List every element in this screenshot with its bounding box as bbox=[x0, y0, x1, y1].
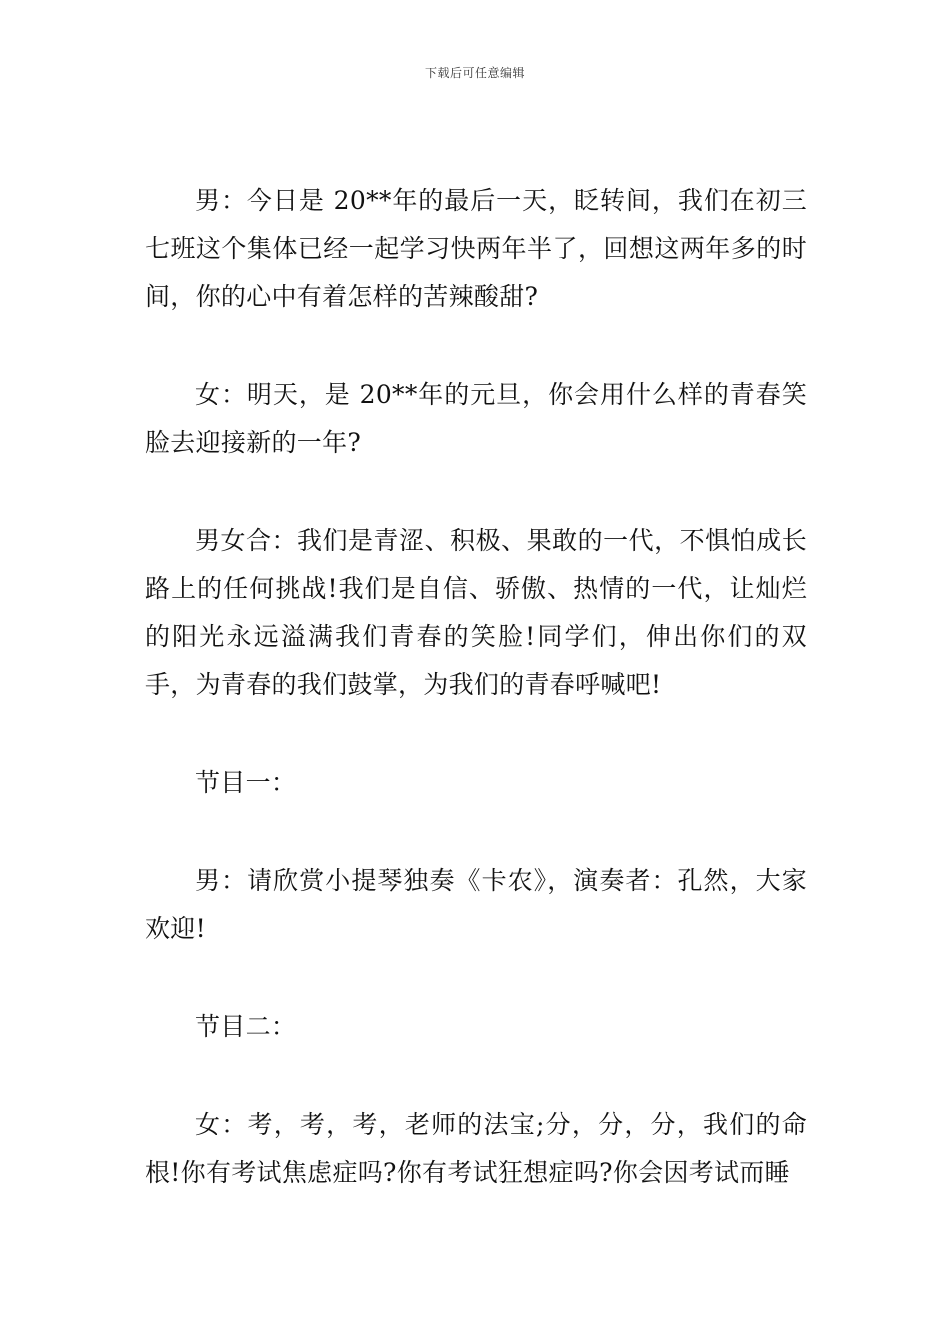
paragraph-female-opening: 女：明天，是 20**年的元旦，你会用什么样的青春笑脸去迎接新的一年? bbox=[145, 380, 807, 457]
page-header: 下载后可任意编辑 bbox=[424, 66, 525, 80]
paragraph-program-two: 节目二： bbox=[195, 1012, 297, 1041]
paragraph-female-intro: 女：考，考，考，老师的法宝;分，分，分，我们的命根!你有考试焦虑症吗?你有考试狂想症吗?你会因考试而睡 bbox=[145, 1110, 807, 1187]
paragraph-program-one: 节目一： bbox=[195, 768, 297, 797]
paragraph-male-opening: 男：今日是 20**年的最后一天，眨转间，我们在初三七班这个集体已经一起学习快两年半了，回想这两年多的时间，你的心中有着怎样的苦辣酸甜? bbox=[145, 186, 807, 311]
paragraph-male-intro: 男：请欣赏小提琴独奏《卡农》，演奏者：孔然，大家欢迎! bbox=[145, 866, 807, 943]
document-body bbox=[145, 177, 807, 1197]
paragraph-together: 男女合：我们是青涩、积极、果敢的一代，不惧怕成长路上的任何挑战!我们是自信、骄傲、热情的一代，让灿烂的阳光永远溢满我们青春的笑脸!同学们，伸出你们的双手，为青春的我们鼓掌，为我们的青春呼喊吧! bbox=[145, 526, 807, 699]
